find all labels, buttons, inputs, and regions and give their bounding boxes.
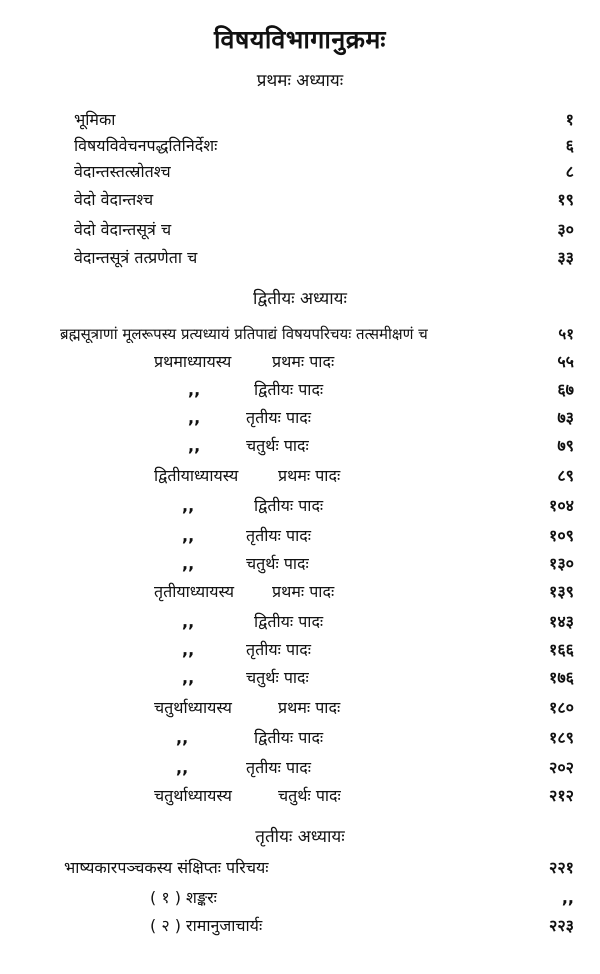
entry-label: विषयविवेचनपद्धतिनिर्देशः <box>74 136 218 155</box>
entry-page: १०९ <box>549 526 574 545</box>
entry-page: ८९ <box>557 466 574 485</box>
pada-entry <box>154 696 574 720</box>
pada-label: द्वितीयः पादः <box>254 728 324 747</box>
ditto-mark: ,, <box>176 758 189 777</box>
pada-label: चतुर्थः पादः <box>278 786 341 805</box>
pada-label: प्रथमः पादः <box>272 582 335 601</box>
pada-label: द्वितीयः पादः <box>254 380 324 399</box>
entry-label: वेदान्तसूत्रं तत्प्रणेता च <box>74 248 198 267</box>
entry-page: ६७ <box>557 380 574 399</box>
pada-label: द्वितीयः पादः <box>254 612 324 631</box>
entry-page: १३० <box>549 554 574 573</box>
pada-entry <box>154 434 574 458</box>
pada-entry <box>154 638 574 662</box>
pada-entry <box>154 494 574 518</box>
pada-label: चतुर्थः पादः <box>246 668 309 687</box>
toc-entry <box>150 886 574 910</box>
entry-page: २०२ <box>549 758 574 777</box>
ditto-mark: ,, <box>188 436 201 455</box>
pada-entry <box>154 726 574 750</box>
pada-entry <box>154 756 574 780</box>
pada-entry <box>154 580 574 604</box>
entry-label: भाष्यकारपञ्चकस्य संक्षिप्तः परिचयः <box>64 858 269 877</box>
toc-entry <box>64 856 574 880</box>
pada-label: प्रथमः पादः <box>278 466 341 485</box>
toc-entry <box>74 160 574 184</box>
ditto-mark: ,, <box>182 668 195 687</box>
entry-label: वेदो वेदान्तश्च <box>74 190 154 209</box>
adhyaya-label: द्वितीयाध्यायस्य <box>154 466 239 485</box>
toc-entry <box>150 914 574 938</box>
entry-label: ( १ ) शङ्करः <box>150 888 217 907</box>
entry-page: ७३ <box>557 408 574 427</box>
toc-entry <box>74 218 574 242</box>
pada-entry <box>154 350 574 374</box>
entry-page: १८० <box>549 698 574 717</box>
entry-page: १७६ <box>549 668 574 687</box>
entry-page: ,, <box>561 888 574 907</box>
entry-page: ५५ <box>557 352 574 371</box>
pada-label: चतुर्थः पादः <box>246 554 309 573</box>
entry-label: ( २ ) रामानुजाचार्यः <box>150 916 263 935</box>
entry-page: ६ <box>565 136 574 155</box>
pada-entry <box>154 464 574 488</box>
entry-page: २१२ <box>549 786 574 805</box>
toc-entry <box>74 246 574 270</box>
ditto-mark: ,, <box>182 640 195 659</box>
pada-label: तृतीयः पादः <box>246 640 311 659</box>
pada-entry <box>154 552 574 576</box>
toc-entry <box>74 108 574 132</box>
entry-page: १ <box>565 110 574 129</box>
adhyaya-label: चतुर्थाध्यायस्य <box>154 698 232 717</box>
entry-page: १४३ <box>549 612 574 631</box>
pada-entry <box>154 406 574 430</box>
ditto-mark: ,, <box>176 728 189 747</box>
toc-entry <box>60 322 574 346</box>
ditto-mark: ,, <box>182 526 195 545</box>
pada-entry <box>154 378 574 402</box>
pada-label: चतुर्थः पादः <box>246 436 309 455</box>
entry-page: ३३ <box>557 248 574 267</box>
pada-label: प्रथमः पादः <box>272 352 335 371</box>
chapter-1-heading: प्रथमः अध्यायः <box>256 71 344 91</box>
page-title: विषयविभागानुक्रमः <box>214 25 386 54</box>
pada-label: प्रथमः पादः <box>278 698 341 717</box>
entry-page: १६६ <box>549 640 574 659</box>
entry-page: १९ <box>557 190 574 209</box>
chapter-2-heading: द्वितीयः अध्यायः <box>253 289 347 309</box>
adhyaya-label: चतुर्थाध्यायस्य <box>154 786 232 805</box>
entry-label: भूमिका <box>74 110 116 129</box>
toc-entry <box>74 134 574 158</box>
entry-page: ८ <box>565 162 574 181</box>
entry-page: १०४ <box>549 496 574 515</box>
entry-label: वेदान्तस्तत्स्रोतश्च <box>74 162 171 181</box>
adhyaya-label: प्रथमाध्यायस्य <box>154 352 232 371</box>
entry-page: ५१ <box>558 325 574 343</box>
pada-label: तृतीयः पादः <box>246 758 311 777</box>
pada-label: तृतीयः पादः <box>246 526 311 545</box>
toc-entry <box>74 188 574 212</box>
entry-page: १८९ <box>549 728 574 747</box>
chapter-3-heading: तृतीयः अध्यायः <box>255 827 345 847</box>
entry-page: ३० <box>557 220 574 239</box>
pada-label: तृतीयः पादः <box>246 408 311 427</box>
pada-entry <box>154 610 574 634</box>
pada-entry <box>154 524 574 548</box>
ditto-mark: ,, <box>188 380 201 399</box>
adhyaya-label: तृतीयाध्यायस्य <box>154 582 235 601</box>
pada-label: द्वितीयः पादः <box>254 496 324 515</box>
ditto-mark: ,, <box>182 554 195 573</box>
pada-entry <box>154 784 574 808</box>
entry-page: २२१ <box>549 858 574 877</box>
entry-page: १३९ <box>549 582 574 601</box>
ditto-mark: ,, <box>182 496 195 515</box>
entry-page: ७९ <box>557 436 574 455</box>
entry-page: २२३ <box>549 916 574 935</box>
ditto-mark: ,, <box>188 408 201 427</box>
entry-label: ब्रह्मसूत्राणां मूलरूपस्य प्रत्यध्यायं प्रतिपाद्यं विषयपरिचयः तत्समीक्षणं च <box>60 325 428 343</box>
entry-label: वेदो वेदान्तसूत्रं च <box>74 220 172 239</box>
pada-entry <box>154 666 574 690</box>
ditto-mark: ,, <box>182 612 195 631</box>
